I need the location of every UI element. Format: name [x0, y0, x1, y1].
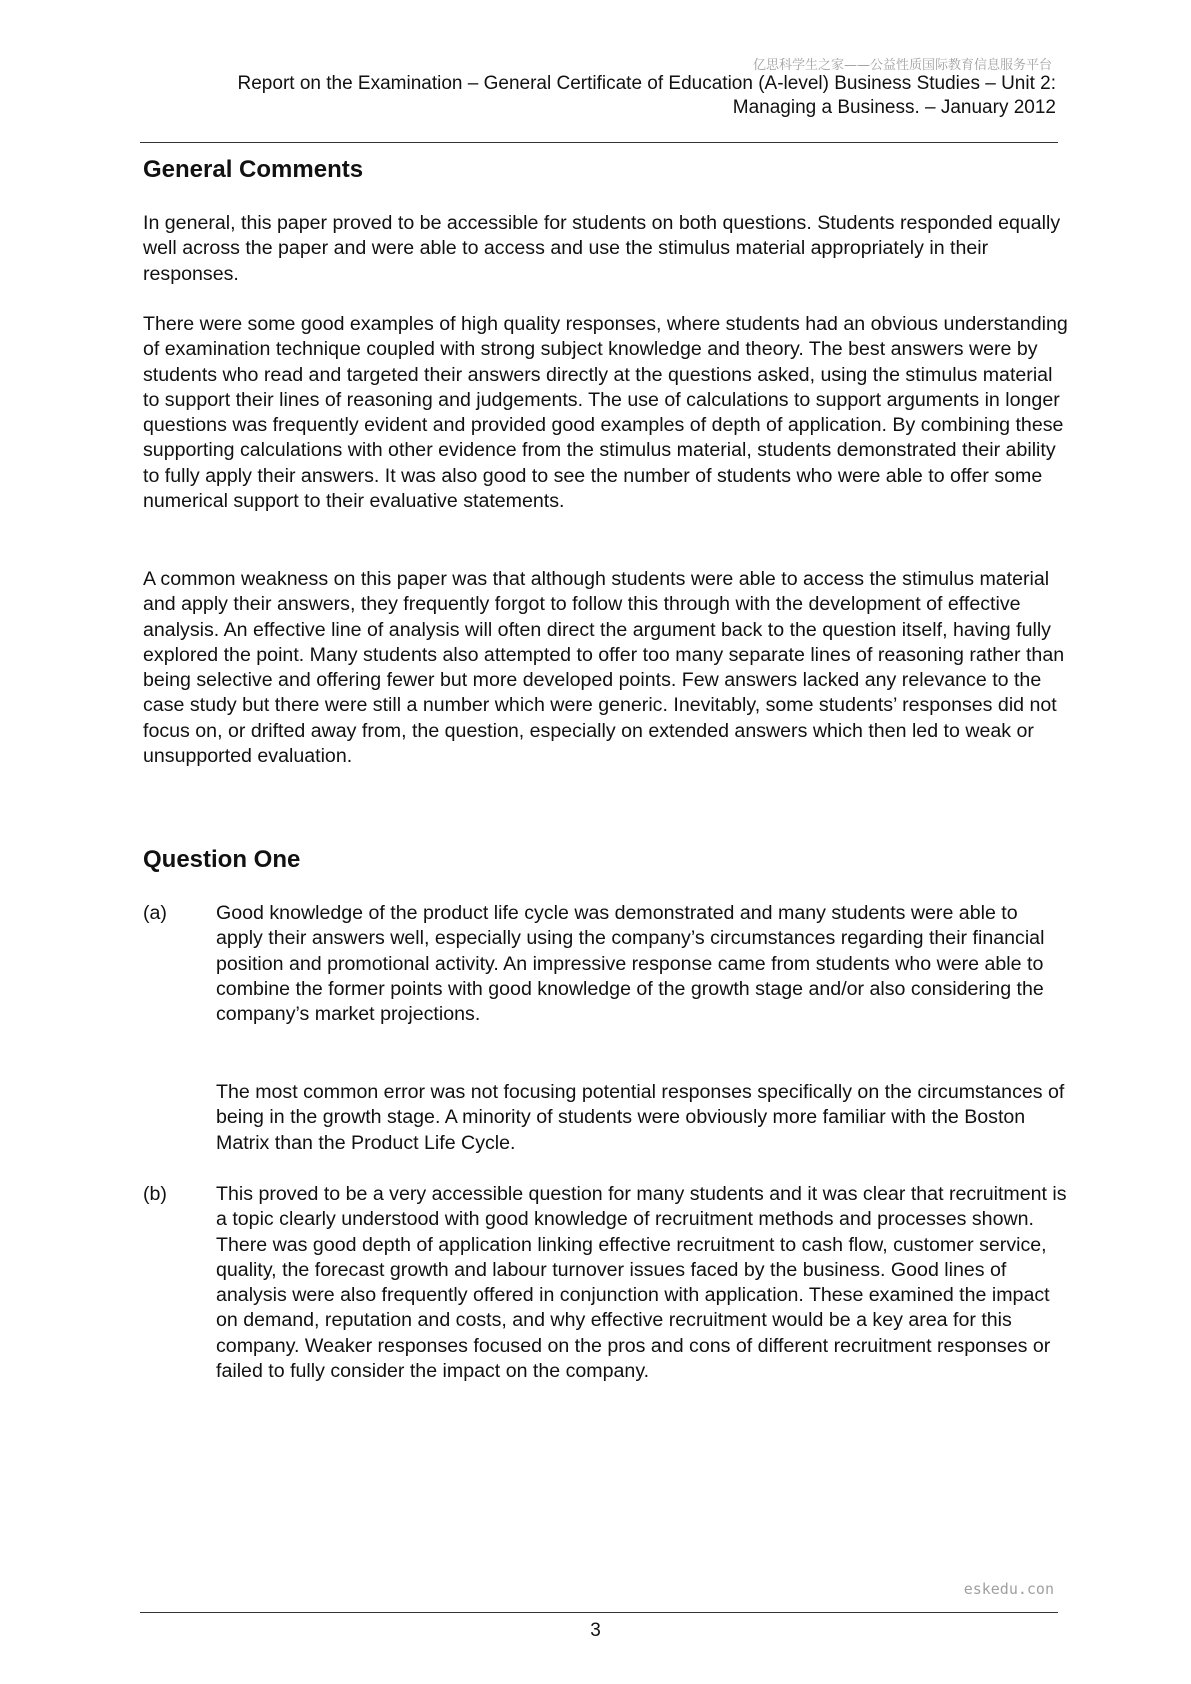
header-watermark: 亿思科学生之家——公益性质国际教育信息服务平台: [752, 58, 1052, 73]
item-a-paragraph-1: Good knowledge of the product life cycle was demonstrated and many students were able to apply their answers well, especially using the company’s circumstances regarding their financial position and promotional activity. An impressive response came from students who were able to combine the former points with good knowledge of the growth stage and/or also considering the company’s market projections.: [216, 902, 1045, 1026]
question-one-heading: Question One: [143, 846, 301, 873]
footer-divider: [140, 1612, 1058, 1613]
page-number: 3: [590, 1620, 601, 1641]
item-label-b: (b): [143, 1183, 167, 1205]
general-comments-heading: General Comments: [143, 156, 364, 183]
footer-watermark: eskedu.con: [963, 1580, 1054, 1598]
item-b-paragraph-1: This proved to be a very accessible question for many students and it was clear that recruitment is a topic clearly understood with good knowledge of recruitment methods and processes shown. There was good depth of application linking effective recruitment to cash flow, customer service, quality, the forecast growth and labour turnover issues faced by the business. Good lines of analysis were also frequently offered in conjunction with application. These examined the impact on demand, reputation and costs, and why effective recruitment would be a key area for this company. Weaker responses focused on the pros and cons of different recruitment responses or failed to fully consider the impact on the company.: [216, 1183, 1067, 1383]
general-comments-paragraph-2: There were some good examples of high quality responses, where students had an obvious understanding of examination technique coupled with strong subject knowledge and theory. The best answers were by students who read and targeted their answers directly at the questions asked, using the stimulus material to support their lines of reasoning and judgements. The use of calculations to support arguments in longer questions was frequently evident and provided good examples of depth of application. By combining these supporting calculations with other evidence from the stimulus material, students demonstrated their ability to fully apply their answers. It was also good to see the number of students who were able to offer some numerical support to their evaluative statements.: [143, 313, 1068, 513]
header-divider: [140, 142, 1058, 143]
report-title-line-2: Managing a Business. – January 2012: [732, 97, 1056, 118]
general-comments-paragraph-1: In general, this paper proved to be accessible for students on both questions. Students responded equally well across the paper and were able to access and use the stimulus material appropriately in their responses.: [143, 212, 1061, 285]
report-title-line-1: Report on the Examination – General Certificate of Education (A-level) Business Studies – Unit 2:: [237, 73, 1056, 94]
general-comments-paragraph-3: A common weakness on this paper was that although students were able to access the stimulus material and apply their answers, they frequently forgot to follow this through with the development of effective analysis. An effective line of analysis will often direct the argument back to the question itself, having fully explored the point. Many students also attempted to offer too many separate lines of reasoning rather than being selective and offering fewer but more developed points. Few answers lacked any relevance to the case study but there were still a number which were generic. Inevitably, some students’ responses did not focus on, or drifted away from, the question, especially on extended answers which then led to weak or unsupported evaluation.: [143, 568, 1065, 768]
item-a-paragraph-2: The most common error was not focusing potential responses specifically on the circumstances of being in the growth stage. A minority of students were obviously more familiar with the Boston Matrix than the Product Life Cycle.: [216, 1081, 1065, 1154]
item-label-a: (a): [143, 902, 167, 924]
report-title: [156, 72, 1056, 120]
